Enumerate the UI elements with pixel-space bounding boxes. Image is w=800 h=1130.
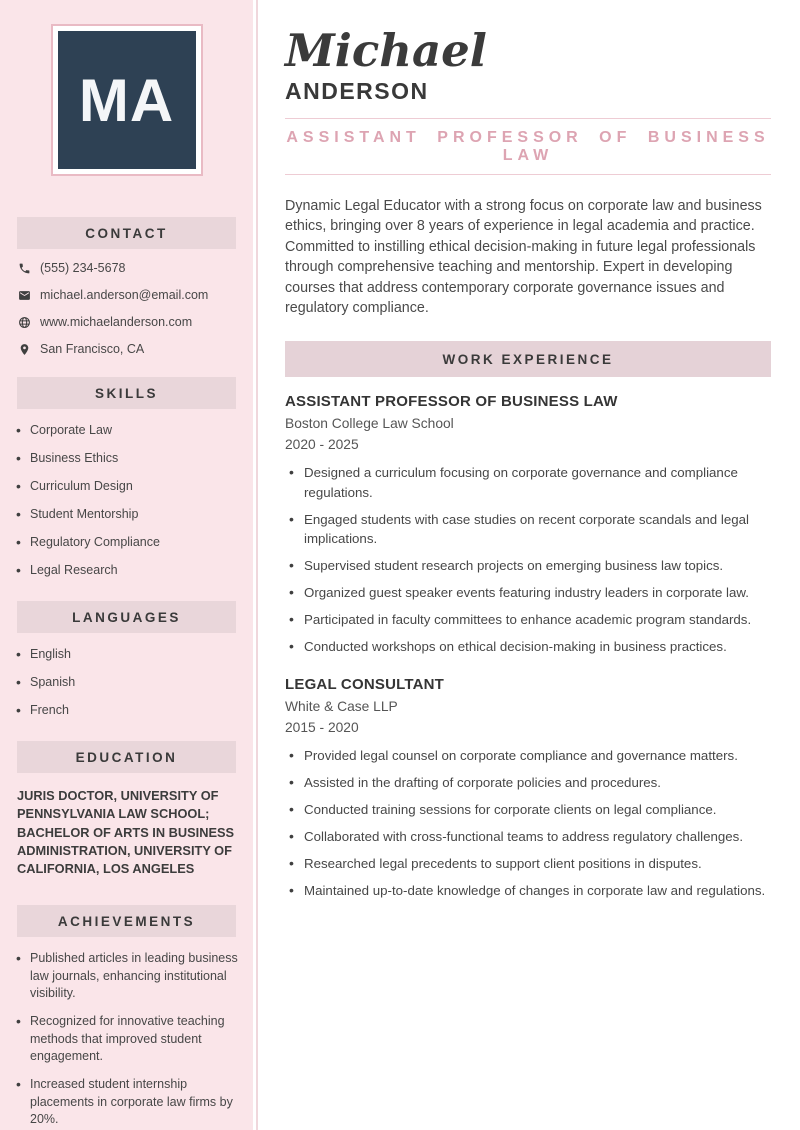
contact-phone-text: (555) 234-5678	[40, 261, 126, 275]
work-experience-header: WORK EXPERIENCE	[285, 341, 771, 377]
job-bullet: • Maintained up-to-date knowledge of changes in corporate law and regulations.	[289, 881, 771, 900]
job-bullet: • Assisted in the drafting of corporate policies and procedures.	[289, 773, 771, 792]
achievements-list	[14, 950, 239, 1129]
profile-photo-frame	[51, 24, 203, 176]
job-bullet-list	[289, 463, 771, 656]
job-bullet: • Organized guest speaker events featuring industry leaders in corporate law.	[289, 583, 771, 602]
job-bullet: • Collaborated with cross-functional teams to address regulatory challenges.	[289, 827, 771, 846]
skill-item: • Regulatory Compliance	[14, 534, 239, 552]
contact-website-text: www.michaelanderson.com	[40, 315, 193, 329]
contact-item-location	[18, 342, 243, 356]
skill-item: • Curriculum Design	[14, 478, 239, 496]
monogram-initials: MA	[78, 66, 175, 134]
job-entry	[285, 676, 771, 901]
contact-list	[18, 261, 243, 356]
achievement-item: • Published articles in leading business law journals, enhancing institutional visibility.	[14, 950, 239, 1003]
job-title: LEGAL CONSULTANT	[285, 675, 445, 693]
job-title: ASSISTANT PROFESSOR OF BUSINESS LAW	[285, 393, 618, 411]
job-bullet: • Provided legal counsel on corporate compliance and governance matters.	[289, 746, 771, 765]
contact-item-email	[18, 288, 243, 302]
skill-item: • Corporate Law	[14, 422, 239, 440]
contact-section-header: CONTACT	[17, 217, 236, 249]
achievement-item: • Increased student internship placements in corporate law firms by 20%.	[14, 1076, 239, 1129]
languages-list	[14, 646, 239, 720]
email-icon	[18, 289, 31, 302]
job-dates: 2015 - 2020	[285, 719, 359, 735]
language-item: • French	[14, 702, 239, 720]
job-bullet: • Designed a curriculum focusing on corporate governance and compliance regulations.	[289, 463, 771, 501]
main-content	[285, 0, 771, 908]
job-dates: 2020 - 2025	[285, 437, 359, 453]
language-item: • Spanish	[14, 674, 239, 692]
contact-item-website	[18, 315, 243, 329]
job-entry	[285, 393, 771, 656]
sidebar	[0, 0, 253, 1130]
sidebar-divider-line	[256, 0, 258, 1130]
first-name: Michael	[285, 24, 487, 77]
skill-item: • Student Mentorship	[14, 506, 239, 524]
job-headline: ASSISTANT PROFESSOR OF BUSINESS LAW	[285, 118, 771, 175]
job-bullet: • Participated in faculty committees to enhance academic program standards.	[289, 610, 771, 629]
job-bullet: • Engaged students with case studies on recent corporate scandals and legal implications.	[289, 510, 771, 548]
job-bullet: • Researched legal precedents to support client positions in disputes.	[289, 854, 771, 873]
last-name: ANDERSON	[285, 77, 429, 104]
skill-item: • Business Ethics	[14, 450, 239, 468]
job-bullet: • Conducted workshops on ethical decision-making in business practices.	[289, 637, 771, 656]
achievements-section-header: ACHIEVEMENTS	[17, 905, 236, 937]
language-item: • English	[14, 646, 239, 664]
job-company: Boston College Law School	[285, 416, 454, 432]
skill-item: • Legal Research	[14, 562, 239, 580]
globe-icon	[18, 316, 31, 329]
skills-list	[14, 422, 239, 580]
skills-section-header: SKILLS	[17, 377, 236, 409]
languages-section-header: LANGUAGES	[17, 601, 236, 633]
education-text: JURIS DOCTOR, UNIVERSITY OF PENNSYLVANIA LAW SCHOOL; BACHELOR OF ARTS IN BUSINESS ADMINISTRATION, UNIVERSITY OF CALIFORNIA, LOS ANGELES	[17, 788, 235, 877]
profile-summary: Dynamic Legal Educator with a strong focus on corporate law and business ethics, bringing over 8 years of experience in legal academia and practice. Committed to instilling ethical decision-making in future legal professionals through comprehensive teaching and mentorship. Expert in developing courses that address contemporary corporate governance issues and regulatory compliance.	[285, 197, 762, 316]
monogram-badge	[58, 31, 196, 169]
contact-location-text: San Francisco, CA	[40, 342, 145, 356]
location-icon	[18, 343, 31, 356]
education-section-header: EDUCATION	[17, 741, 236, 773]
contact-item-phone	[18, 261, 243, 275]
job-bullet-list	[289, 746, 771, 901]
achievement-item: • Recognized for innovative teaching methods that improved student engagement.	[14, 1013, 239, 1066]
phone-icon	[18, 262, 31, 275]
job-bullet: • Conducted training sessions for corporate clients on legal compliance.	[289, 800, 771, 819]
job-company: White & Case LLP	[285, 698, 398, 714]
job-bullet: • Supervised student research projects on emerging business law topics.	[289, 556, 771, 575]
contact-email-text: michael.anderson@email.com	[40, 288, 209, 302]
